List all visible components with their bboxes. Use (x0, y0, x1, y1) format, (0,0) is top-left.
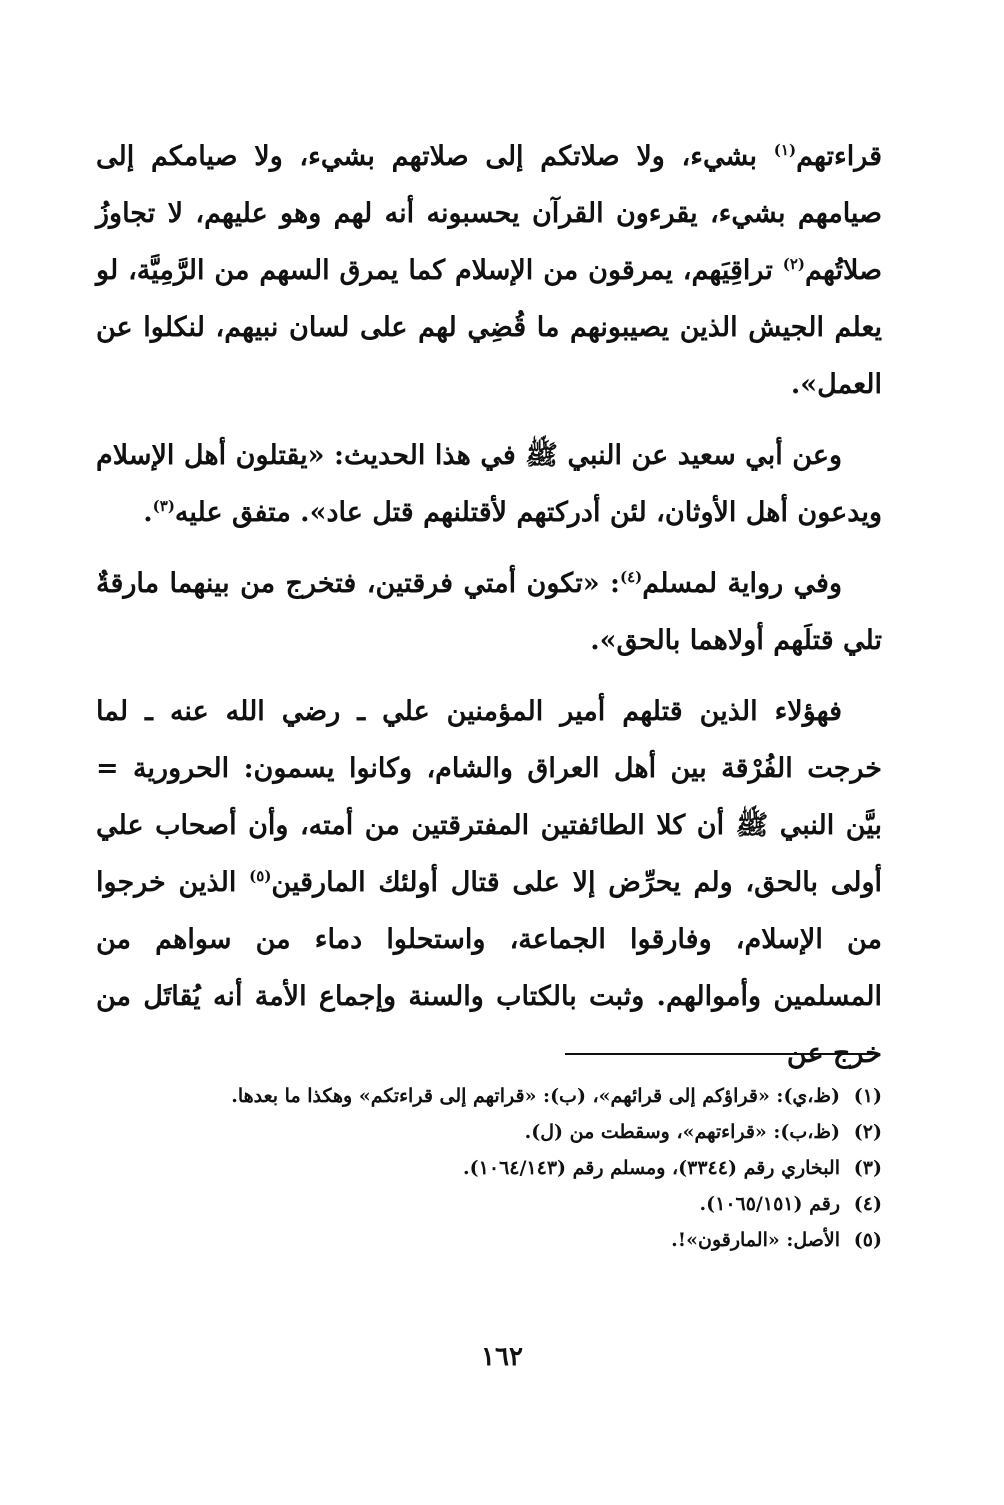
footnote-text: رقم (١٠٦٥/١٥١). (699, 1193, 840, 1215)
footnote-separator (565, 1053, 873, 1055)
footnote-marker: (٣) (152, 497, 175, 515)
paragraph-text: وعن أبي سعيد عن النبي ﷺ في هذا الحديث: «يقتلون أهل الإسلام ويدعون أهل الأوثان، لئن أدركتهم لأقتلنهم قتل عاد». متفق عليه (96, 440, 882, 528)
paragraph-text: وفي رواية لمسلم (642, 568, 842, 599)
paragraph-text: بشيء، ولا صلاتكم إلى صلاتهم بشيء، ولا صيامكم إلى صيامهم بشيء، يقرءون القرآن يحسبونه أنه لهم وهو عليهم، لا تجاوزُ صلاتُهم (96, 141, 882, 286)
page-number: ١٦٢ (481, 1342, 523, 1372)
paragraph-text: تراقِيَهم، يمرقون من الإسلام كما يمرق السهم من الرَّمِيَّة، لو يعلم الجيش الذين يصيبونهم ما قُضِي لهم على لسان نبيهم، لنكلوا عن العمل». (96, 255, 882, 400)
footnote-text: الأصل: «المارقون»!. (671, 1229, 840, 1251)
footnote-marker: (٤) (620, 568, 643, 586)
footnote-marker: (٢) (782, 255, 806, 273)
paragraph-text: فهؤلاء الذين قتلهم أمير المؤمنين علي ـ رضي الله عنه ـ لما خرجت الفُرْقة بين أهل العراق والشام، وكانوا يسمون: الحرورية = بيَّن النبي ﷺ أن كلا الطائفتين المفترقتين من أمته، وأن أصحاب علي أولى بالحق، ولم يحرِّض إلا على قتال أولئك المارقين (96, 696, 883, 898)
footnote-number: (٤) (853, 1193, 882, 1215)
footnote-number: (١) (853, 1085, 882, 1107)
footnote-item (96, 1150, 882, 1186)
paragraph (96, 555, 882, 669)
paragraph (96, 427, 882, 541)
footnote-number: (٥) (853, 1229, 882, 1251)
footnote-item (96, 1078, 882, 1114)
paragraph-text: قراءتهم (796, 141, 882, 172)
footnote-item (96, 1114, 882, 1150)
footnote-item (96, 1222, 882, 1258)
footnote-text: (ظ،ي): «قراؤكم إلى قرائهم»، (ب): «قراتهم إلى قراءتكم» وهكذا ما بعدها. (231, 1085, 840, 1107)
paragraph (96, 128, 882, 413)
paragraph-text: . (143, 497, 153, 528)
footnotes-section (96, 1078, 882, 1258)
footnote-marker: (١) (773, 141, 797, 159)
footnote-number: (٣) (853, 1157, 882, 1179)
paragraph-text: : «تكون أمتي فرقتين، فتخرج من بينهما مارقةٌ تلي قتلَهم أولاهما بالحق». (96, 568, 882, 656)
main-text-body (96, 128, 882, 1096)
footnote-item (96, 1186, 882, 1222)
paragraph (96, 683, 882, 1082)
footnote-number: (٢) (853, 1121, 882, 1143)
footnote-text: البخاري رقم (٣٣٤٤)، ومسلم رقم (١٠٦٤/١٤٣). (463, 1157, 840, 1179)
paragraph-text: الذين خرجوا من الإسلام، وفارقوا الجماعة، واستحلوا دماء من سواهم من المسلمين وأموالهم. وثبت بالكتاب والسنة وإجماع الأمة أنه يُقاتَل من خرج عن (96, 867, 882, 1069)
footnote-marker: (٥) (249, 867, 272, 885)
footnote-text: (ظ،ب): «قراءتهم»، وسقطت من (ل). (524, 1121, 840, 1143)
